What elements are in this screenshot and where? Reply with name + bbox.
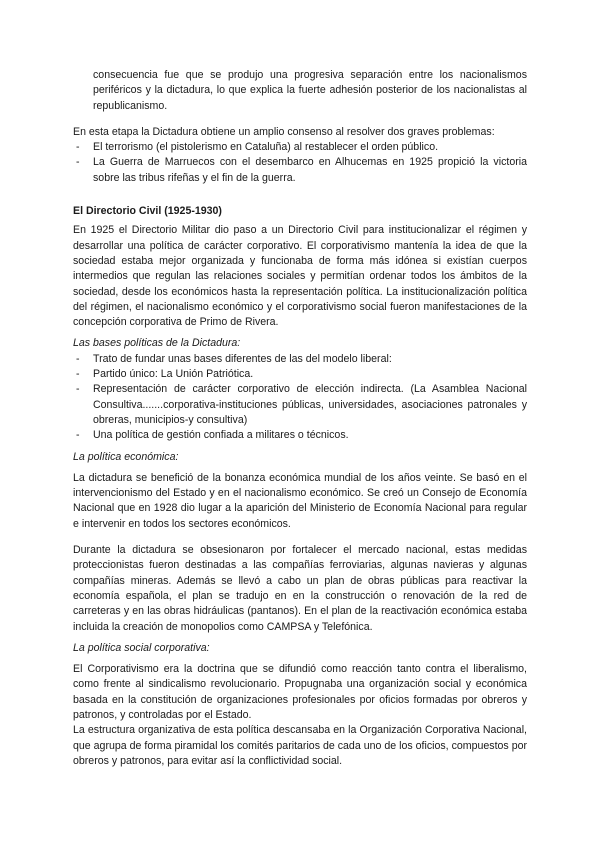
list-item: - La Guerra de Marruecos con el desembarco en Alhucemas en 1925 propició la victoria sobre las tribus rifeñas y el fin de la guerra. <box>76 156 527 184</box>
subheading-politica-social: La política social corporativa: <box>73 641 210 654</box>
list-item: - Trato de fundar unas bases diferentes de las del modelo liberal: <box>76 352 392 365</box>
social-paragraph-2: La estructura organizativa de esta política descansaba en la Organización Corporativa Nacional, que agrupa de forma piramidal los comités paritarios de cada uno de los oficios, compuestos por obreros y patronos, para evitar así la conflictividad social. <box>73 724 527 767</box>
consensus-list <box>73 140 527 186</box>
intro-continuation: consecuencia fue que se produjo una progresiva separación entre los nacionalismos periféricos y la dictadura, lo que explica la fuerte adhesión posterior de los nacionalistas al republicanismo. <box>93 69 527 112</box>
list-item: - Partido único: La Unión Patriótica. <box>76 368 254 381</box>
consensus-lead: En esta etapa la Dictadura obtiene un amplio consenso al resolver dos graves problemas: <box>73 125 495 138</box>
economic-paragraph-1: La dictadura se benefició de la bonanza económica mundial de los años veinte. Se basó en el intervencionismo del Estado y en el nacionalismo económico. Se creó un Consejo de Economía Nacional que en 1928 dio lugar a la aparición del Ministerio de Economía Nacional para regular e intervenir en todos los sectores económicos. <box>73 471 527 530</box>
document-page <box>73 68 527 769</box>
list-item: - Representación de carácter corporativo de elección indirecta. (La Asamblea Nacional Consultiva.......corporativa-instituciones públicas, universidades, asociaciones patronales y obreras, municipios-y consultiva) <box>76 383 527 426</box>
bases-list <box>73 352 527 444</box>
social-paragraph-1: El Corporativismo era la doctrina que se difundió como reacción tanto contra el liberalismo, como frente al sindicalismo revolucionario. Propugnaba una organización social y económica basada en la constitución de organizaciones profesionales por oficios formadas por obreros y patronos, y controladas por el Estado. <box>73 663 527 721</box>
list-item: - El terrorismo (el pistolerismo en Cataluña) al restablecer el orden público. <box>76 141 439 154</box>
subheading-bases-politicas: Las bases políticas de la Dictadura: <box>73 337 241 350</box>
section-heading-directorio-civil: El Directorio Civil (1925-1930) <box>73 205 222 218</box>
civil-paragraph: En 1925 el Directorio Militar dio paso a un Directorio Civil para institucionalizar el régimen y desarrollar una política de carácter corporativo. El corporativismo mantenía la idea de que la sociedad estaba mejor organizada y funcionaba de forma más idónea si existían cuerpos intermedios que regulan las relaciones sociales y permitían ordenar todos los ámbitos de la sociedad, desde los económicos hasta la representación política. La institucionalización política del régimen, el nacionalismo económico y el corporativismo social fueron manifestaciones de la concepción corporativa de Primo de Rivera. <box>73 224 527 329</box>
economic-paragraph-2: Durante la dictadura se obsesionaron por fortalecer el mercado nacional, estas medidas proteccionistas fueron destinadas a las compañías ferroviarias, algunas navieras y algunas compañías mineras. Además se llevó a cabo un plan de obras públicas para reactivar la economía española, el plan se tradujo en en la construcción o renovación de la red de carreteras y en las obras hidráulicas (pantanos). En el plan de la reactivación económica estaba incluida la creación de monopolios como CAMPSA y Telefónica. <box>73 544 527 633</box>
list-item: - Una política de gestión confiada a militares o técnicos. <box>76 429 349 442</box>
subheading-politica-economica: La política económica: <box>73 450 179 463</box>
